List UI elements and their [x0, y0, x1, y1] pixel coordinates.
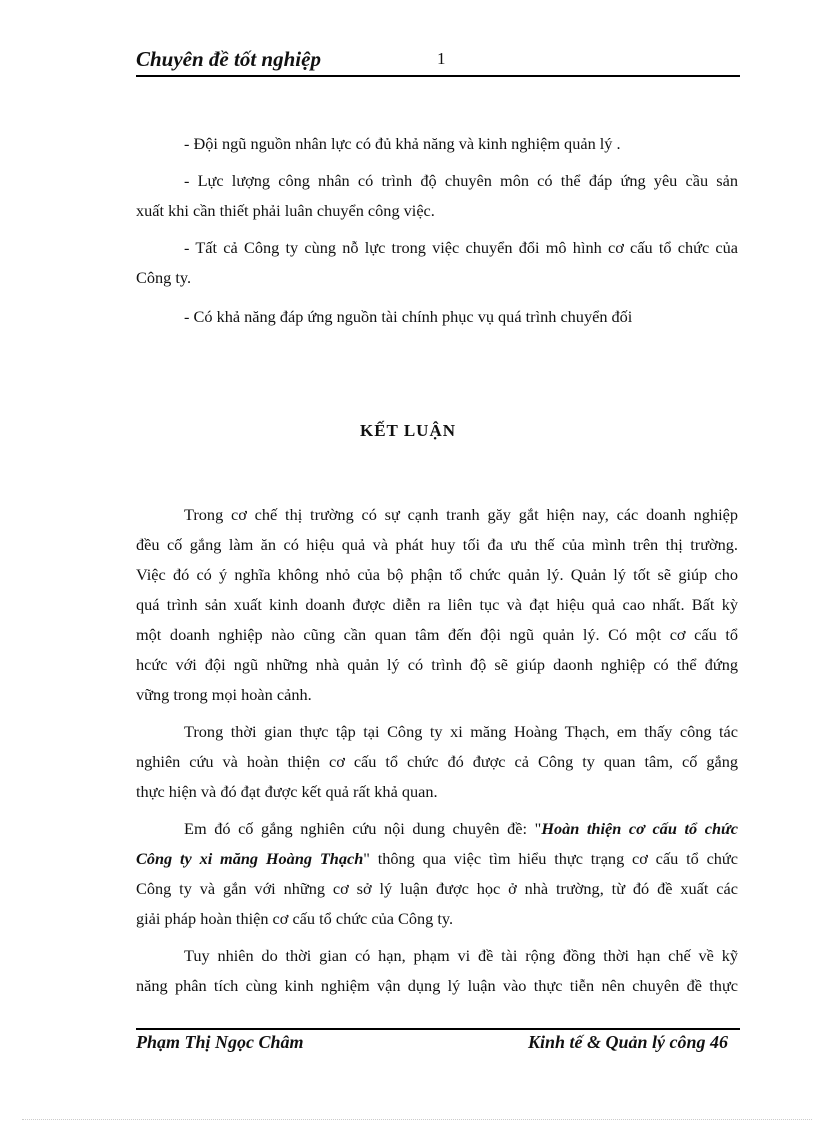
topic-title: Hoàn thiện cơ cấu tổ chức — [541, 819, 738, 838]
text-line: vững trong mọi hoàn cảnh. — [136, 685, 312, 704]
text-line: Công ty. — [136, 268, 192, 287]
text-line: một doanh nghiệp nào cũng cần quan tâm đến đội ngũ quản lý. Có một cơ cấu tổ — [136, 625, 738, 644]
text-segment: " thông qua việc tìm hiểu thực trạng cơ cấu tổ chức — [363, 849, 738, 868]
text-line: quá trình sản xuất kinh doanh được diễn ra liên tục và đạt hiệu quả cao nhất. Bất kỳ — [136, 595, 738, 614]
text-line: Tuy nhiên do thời gian có hạn, phạm vi đề tài rộng đồng thời hạn chế về kỹ — [184, 946, 738, 965]
text-line: Trong cơ chế thị trường có sự cạnh tranh găy gắt hiện nay, các doanh nghiệp — [184, 505, 738, 524]
list-item — [136, 166, 738, 226]
text-line — [136, 844, 738, 874]
footer-class: Kinh tế & Quản lý công 46 — [527, 1032, 728, 1052]
list-item — [136, 302, 738, 332]
header-rule — [136, 75, 740, 77]
paragraph — [136, 500, 738, 710]
page-number: 1 — [437, 49, 446, 68]
text-line: nghiên cứu và hoàn thiện cơ cấu tổ chức đó được cả Công ty quan tâm, cố gắng — [136, 752, 738, 771]
text-line: - Lực lượng công nhân có trình độ chuyên môn có thể đáp ứng yêu cầu sản — [184, 171, 738, 190]
text-line: xuất khi cần thiết phải luân chuyển công việc. — [136, 201, 435, 220]
text-line: giải pháp hoàn thiện cơ cấu tổ chức của Công ty. — [136, 909, 454, 928]
header-title: Chuyên đề tốt nghiệp — [136, 47, 321, 71]
text-segment: Em đó cố gắng nghiên cứu nội dung chuyên đề: " — [184, 819, 542, 838]
page-boundary — [22, 1119, 812, 1120]
text-line — [136, 814, 738, 844]
text-line: Trong thời gian thực tập tại Công ty xi măng Hoàng Thạch, em thấy công tác — [184, 722, 738, 741]
text-line: - Tất cả Công ty cùng nỗ lực trong việc chuyển đổi mô hình cơ cấu tổ chức của — [184, 238, 738, 257]
paragraph — [136, 814, 738, 934]
list-item — [136, 233, 738, 293]
paragraph — [136, 717, 738, 807]
text-line: - Đội ngũ nguồn nhân lực có đủ khả năng và kinh nghiệm quản lý . — [184, 134, 621, 153]
list-item — [136, 129, 738, 159]
text-line: năng phân tích cùng kinh nghiệm vận dụng lý luận vào thực tiễn nên chuyên đề thực — [136, 976, 738, 995]
footer-author: Phạm Thị Ngọc Châm — [136, 1032, 304, 1052]
text-line: Công ty và gắn với những cơ sở lý luận được học ở nhà trường, từ đó đề xuất các — [136, 879, 738, 898]
paragraph — [136, 941, 738, 1001]
text-line: hcức với đội ngũ những nhà quản lý có trình độ sẽ giúp daonh nghiệp có thể đứng — [136, 655, 738, 674]
footer-rule — [136, 1028, 740, 1030]
text-line: đều cố gắng làm ăn có hiệu quả và phát huy tối đa ưu thế của mình trên thị trường. — [136, 535, 738, 554]
text-line: Việc đó có ý nghĩa không nhỏ của bộ phận tổ chức quản lý. Quản lý tốt sẽ giúp cho — [136, 565, 738, 584]
section-title: KẾT LUẬN — [359, 421, 456, 440]
topic-title: Công ty xi măng Hoàng Thạch — [136, 849, 364, 868]
text-line: - Có khả năng đáp ứng nguồn tài chính phục vụ quá trình chuyển đối — [184, 307, 633, 326]
text-line: thực hiện và đó đạt được kết quả rất khả quan. — [136, 782, 438, 801]
